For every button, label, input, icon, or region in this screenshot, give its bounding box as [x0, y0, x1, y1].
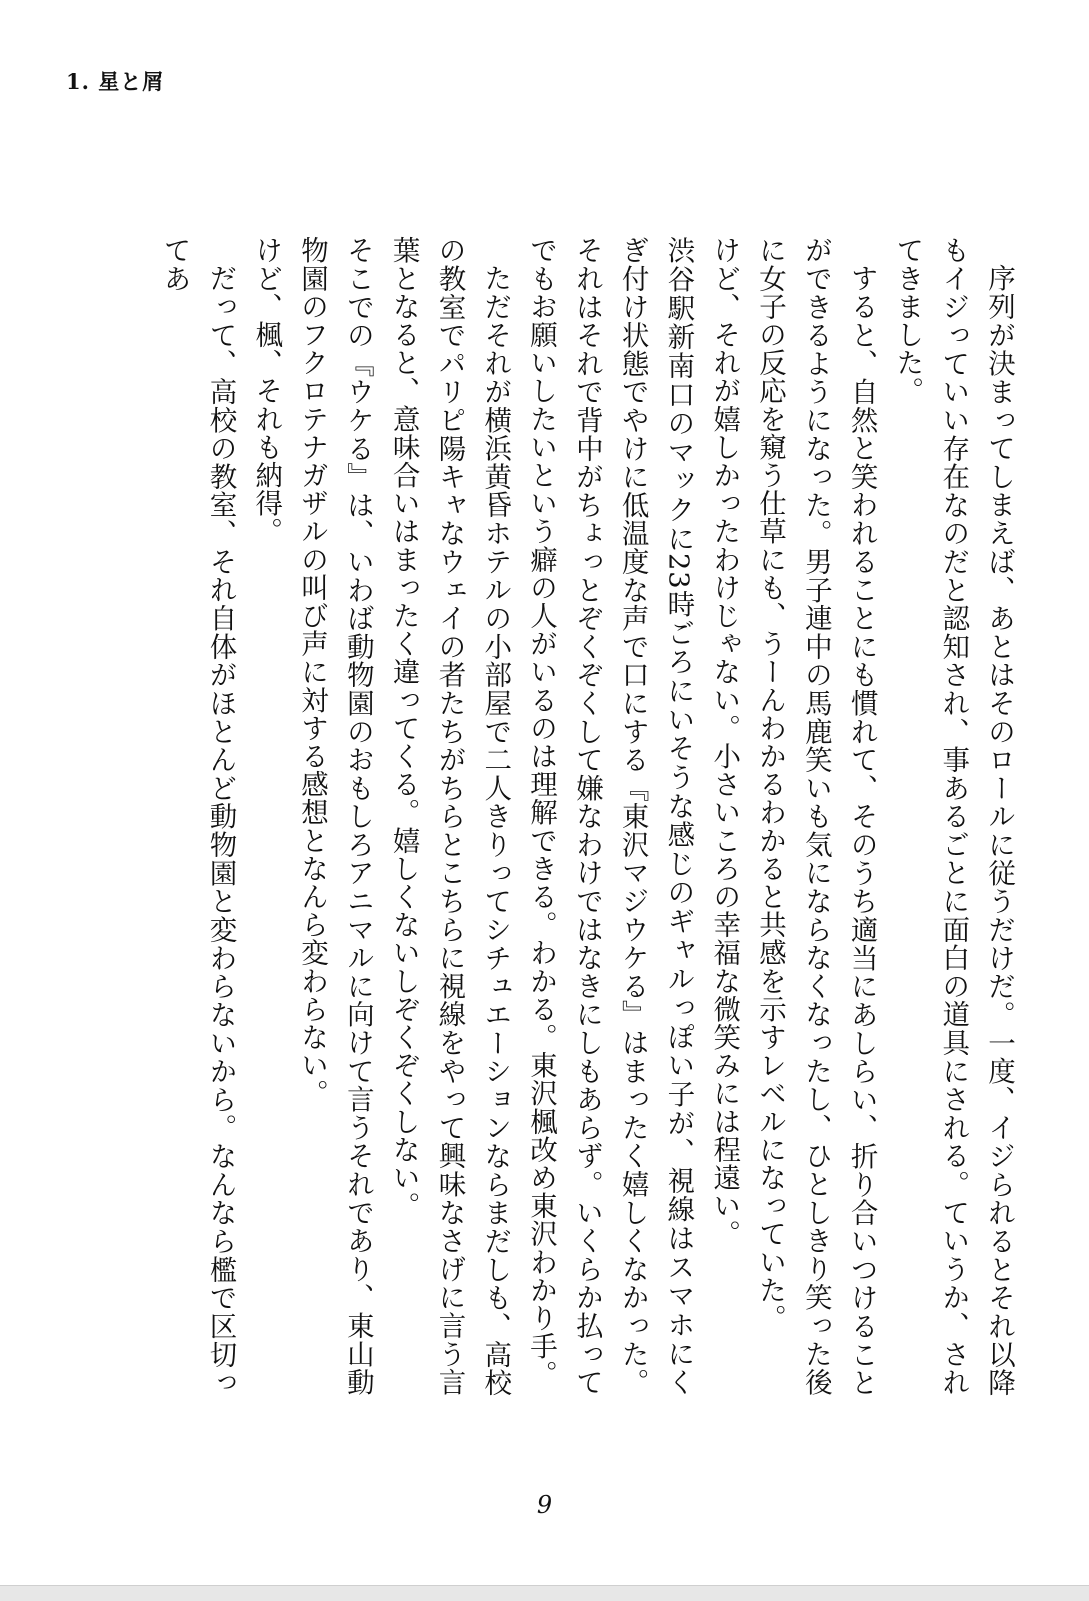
body-text	[151, 236, 1021, 1396]
running-head: 1. 星と屑	[66, 69, 165, 94]
paragraph-6: そこでの『ウケる』は、いわば動物園のおもしろアニマルに向けて言うそれであり、東山動物園のフクロテナガザルの叫び声に対する感想となんら変わらない。	[296, 236, 374, 1396]
paragraph-3: けど、それが嬉しかったわけじゃない。小さいころの幸福な微笑みには程遠い。	[708, 236, 741, 1248]
page-number: 9	[536, 1491, 553, 1519]
paragraph-4: 渋谷駅新南口のマックに23時ごろにいそうな感じのギャルっぽい子が、視線はスマホにくぎ付け状態でやけに低温度な声で口にする『東沢マジウケる』はまったく嬉しくなかった。それはそれで背中がちょっとぞくぞくして嫌なわけではなきにしもあらず。いくらか払ってでもお願いしたいという癖の人がいるのは理解できる。わかる。東沢楓改め東沢わかり手。	[525, 236, 695, 1396]
paragraph-2: すると、自然と笑われることにも慣れて、そのうち適当にあしらい、折り合いつけることができるようになった。男子連中の馬鹿笑いも気にならなくなったし、ひとしきり笑った後に女子の反応を窺う仕草にも、うーんわかるわかると共感を示すレベルになっていた。	[754, 236, 878, 1396]
paragraph-5: ただそれが横浜黄昏ホテルの小部屋で二人きりってシチュエーションならまだしも、高校の教室でパリピ陽キャなウェイの者たちがちらとこちらに視線をやって興味なさげに言う言葉となると、意味合いはまったく違ってくる。嬉しくないしぞくぞくしない。	[387, 236, 512, 1396]
bottom-border	[0, 1585, 1089, 1601]
paragraph-1: 序列が決まってしまえば、あとはそのロールに従うだけだ。一度、イジられるとそれ以降もイジっていい存在なのだと認知され、事あるごとに面白の道具にされる。ていうか、されてきました。	[891, 236, 1015, 1396]
paragraph-7: けど、楓、それも納得。	[250, 236, 283, 546]
paragraph-8: だって、高校の教室、それ自体がほとんど動物園と変わらないから。なんなら檻で区切ってあ	[158, 236, 237, 1396]
